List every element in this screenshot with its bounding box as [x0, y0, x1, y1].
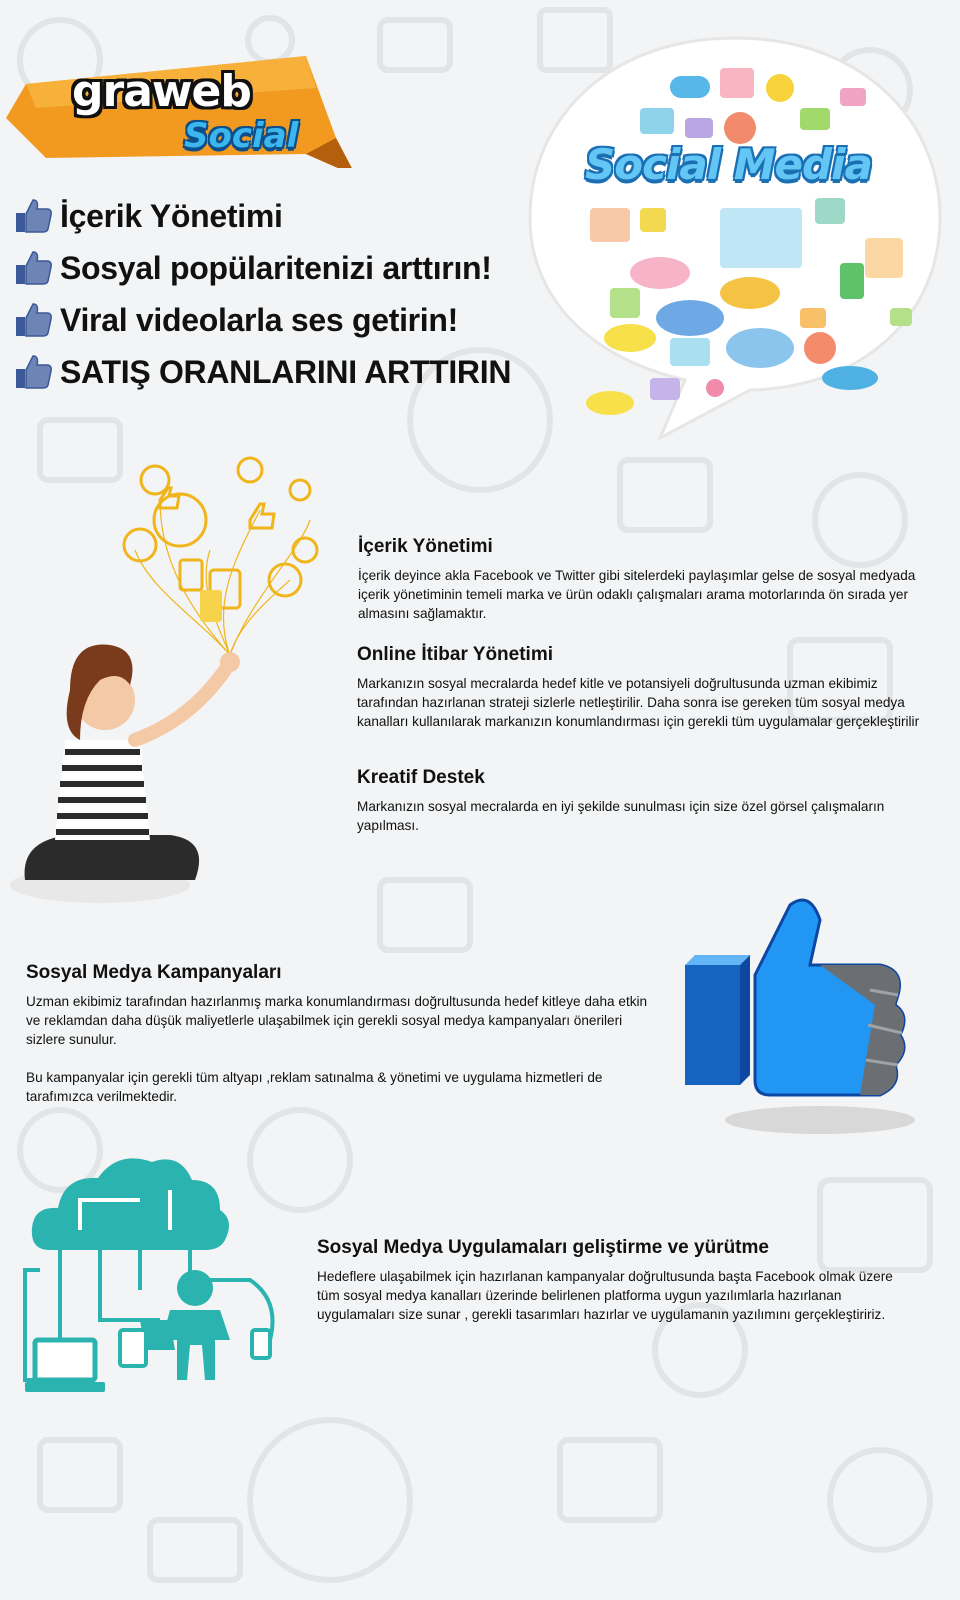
section-title: Sosyal Medya Kampanyaları — [26, 962, 282, 983]
feature-label: İçerik Yönetimi — [60, 197, 283, 234]
cloud-devices-illustration — [20, 1140, 290, 1420]
social-media-bubble-illustration — [520, 18, 950, 448]
feature-item — [14, 242, 511, 294]
creative-support-section — [357, 767, 917, 835]
feature-item — [14, 190, 511, 242]
brand-logo[interactable] — [6, 30, 371, 170]
section-title: İçerik Yönetimi — [358, 536, 493, 557]
feature-list — [14, 190, 511, 398]
reputation-management-section — [357, 644, 927, 731]
feature-item — [14, 346, 511, 398]
3d-thumbs-up-icon — [670, 895, 920, 1145]
bubble-title: Social Media — [585, 140, 872, 189]
content-management-section — [358, 536, 918, 623]
thumbs-up-icon — [14, 196, 54, 236]
section-title: Online İtibar Yönetimi — [357, 644, 554, 665]
section-body: Markanızın sosyal mecralarda en iyi şekilde sunulması için size özel görsel çalışmaların yapılması. — [357, 799, 885, 833]
section-title: Sosyal Medya Uygulamaları geliştirme ve yürütme — [317, 1237, 769, 1258]
thumbs-up-icon — [14, 300, 54, 340]
section-body: Uzman ekibimiz tarafından hazırlanmış marka konumlandırması doğrultusunda hedef kitleye daha etkin ve reklamdan daha düşük maliyetlerle ulaşabilmek için gerekli sosyal medya kampanyaları önerileri sizlere sunulur. — [26, 994, 648, 1047]
section-body: İçerik deyince akla Facebook ve Twitter gibi sitelerdeki paylaşımlar gelse de sosyal medyada içerik yönetiminin temeli marka ve ürün odaklı çalışmaları arama motorlarında ön sırada yer almasını sağlamaktır. — [358, 568, 916, 621]
feature-label: SATIŞ ORANLARINI ARTTIRIN — [60, 353, 512, 390]
section-title: Kreatif Destek — [357, 767, 485, 788]
social-apps-section — [317, 1237, 917, 1324]
logo-subtitle: Social — [184, 116, 299, 156]
feature-label: Sosyal popülaritenizi arttırın! — [60, 249, 492, 286]
social-campaigns-section — [26, 962, 656, 1106]
logo-wordmark: graweb — [72, 66, 251, 117]
thumbs-up-icon — [14, 352, 54, 392]
woman-with-social-icons-illustration — [10, 440, 340, 910]
section-body: Hedeflere ulaşabilmek için hazırlanan kampanyalar doğrultusunda başta Facebook olmak üzere tüm sosyal medya kanalları üzerinde belirlenen platforma uygun yazılımlarla hazırlanan uygulamaları size sunar , gerekli tasarımları hazırlar ve uygulamanın yazılımını gerçekleştiririz. — [317, 1269, 893, 1322]
feature-label: Viral videolarla ses getirin! — [60, 301, 459, 338]
section-body-secondary: Bu kampanyalar için gerekli tüm altyapı ,reklam satınalma & yönetimi ve uygulama hizmetleri de tarafımızca verilmektedir. — [26, 1070, 603, 1104]
thumbs-up-icon — [14, 248, 54, 288]
feature-item — [14, 294, 511, 346]
section-body: Markanızın sosyal mecralarda hedef kitle ve potansiyeli doğrultusunda uzman ekibimiz tarafından hazırlanan strateji sizlerle netleştirilir. Daha sonra ise gereken tüm sosyal medya kanalları kullanılarak markanızın konumlandırması için gerekli tüm uygulamalar gerçekleştirilir — [357, 676, 920, 729]
